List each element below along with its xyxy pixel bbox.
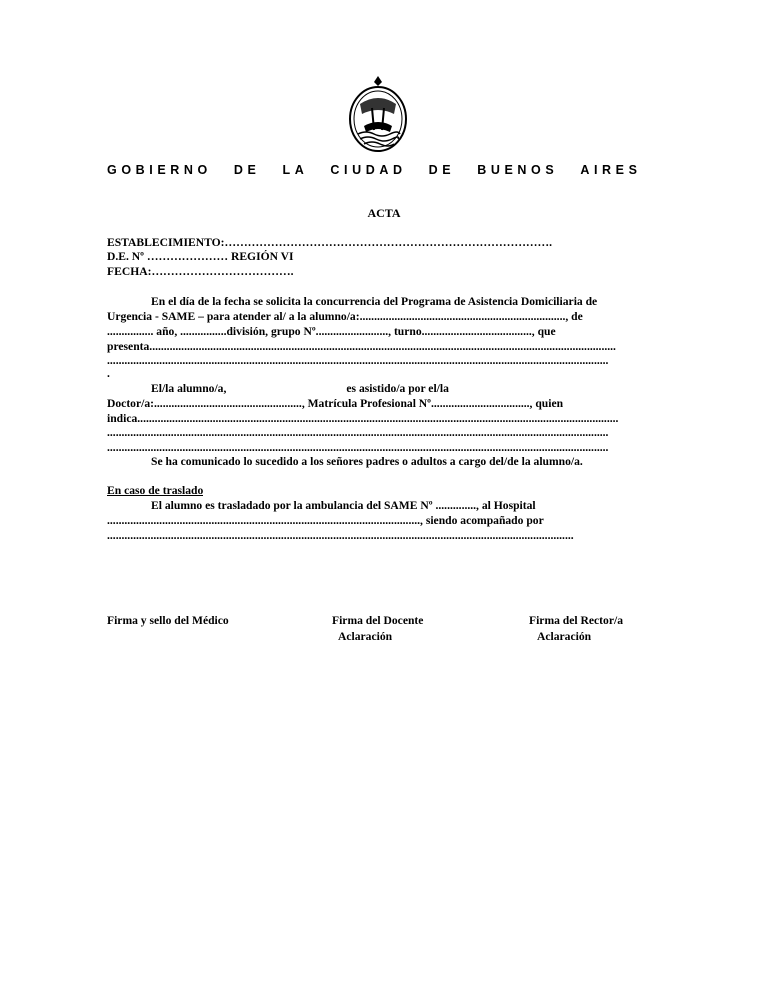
paragraph-2-line: indica...................................................................................................................................................................... (107, 412, 619, 425)
traslado-heading: En caso de traslado (107, 484, 204, 497)
paragraph-1-line: En el día de la fecha se solicita la concurrencia del Programa de Asistencia Domiciliaria de (151, 295, 598, 308)
gov-word: DE (233, 163, 261, 177)
alumno-label: El/la alumno/a, (151, 382, 227, 395)
traslado-line: El alumno es trasladado por la ambulancia del SAME Nº .............., al Hospital (151, 499, 536, 512)
paragraph-1-line: . (107, 367, 110, 380)
rector-aclaracion: Aclaración (537, 630, 592, 643)
paragraph-1-line: ............................................................................................................................................................................. (107, 354, 609, 367)
gov-word: BUENOS (477, 163, 559, 177)
traslado-line: ................................................................................................................................................................. (107, 529, 574, 542)
gov-word: GOBIERNO (107, 163, 212, 177)
gov-word: DE (428, 163, 456, 177)
signature-rector: Firma del Rector/a (529, 614, 624, 627)
gov-word: AIRES (580, 163, 642, 177)
paragraph-2-line: ............................................................................................................................................................................. (107, 441, 609, 454)
traslado-line: ............................................................................................................, siendo acompañado por (107, 514, 544, 527)
fecha-field: FECHA:………………………………. (107, 265, 294, 278)
signature-docente: Firma del Docente (332, 614, 424, 627)
paragraph-1-line: Urgencia - SAME – para atender al/ a la alumno/a:......................................................................., de (107, 310, 583, 323)
asistido-label: es asistido/a por el/la (346, 382, 449, 395)
paragraph-1-line: presenta................................................................................................................................................................. (107, 340, 616, 353)
paragraph-2-line: Doctor/a:..................................................., Matrícula Profesional Nº.................................., quien (107, 397, 564, 410)
paragraph-1-line: ................ año, ................división, grupo Nº........................., turno......................................, que (107, 325, 556, 338)
docente-aclaracion: Aclaración (338, 630, 393, 643)
gov-word: CIUDAD (330, 163, 407, 177)
establecimiento-field: ESTABLECIMIENTO:…………………………………………………………………………. (107, 236, 552, 249)
paragraph-2-line (107, 382, 662, 396)
government-header (107, 163, 642, 177)
paragraph-3: Se ha comunicado lo sucedido a los señores padres o adultos a cargo del/de la alumno/a. (151, 455, 583, 468)
paragraph-2-line: ............................................................................................................................................................................. (107, 426, 609, 439)
gov-word: LA (282, 163, 309, 177)
signature-medico: Firma y sello del Médico (107, 614, 229, 627)
document-title: ACTA (367, 206, 401, 220)
de-region-field: D.E. Nº ………………… REGIÓN VI (107, 250, 294, 263)
coat-of-arms-seal (346, 74, 410, 154)
